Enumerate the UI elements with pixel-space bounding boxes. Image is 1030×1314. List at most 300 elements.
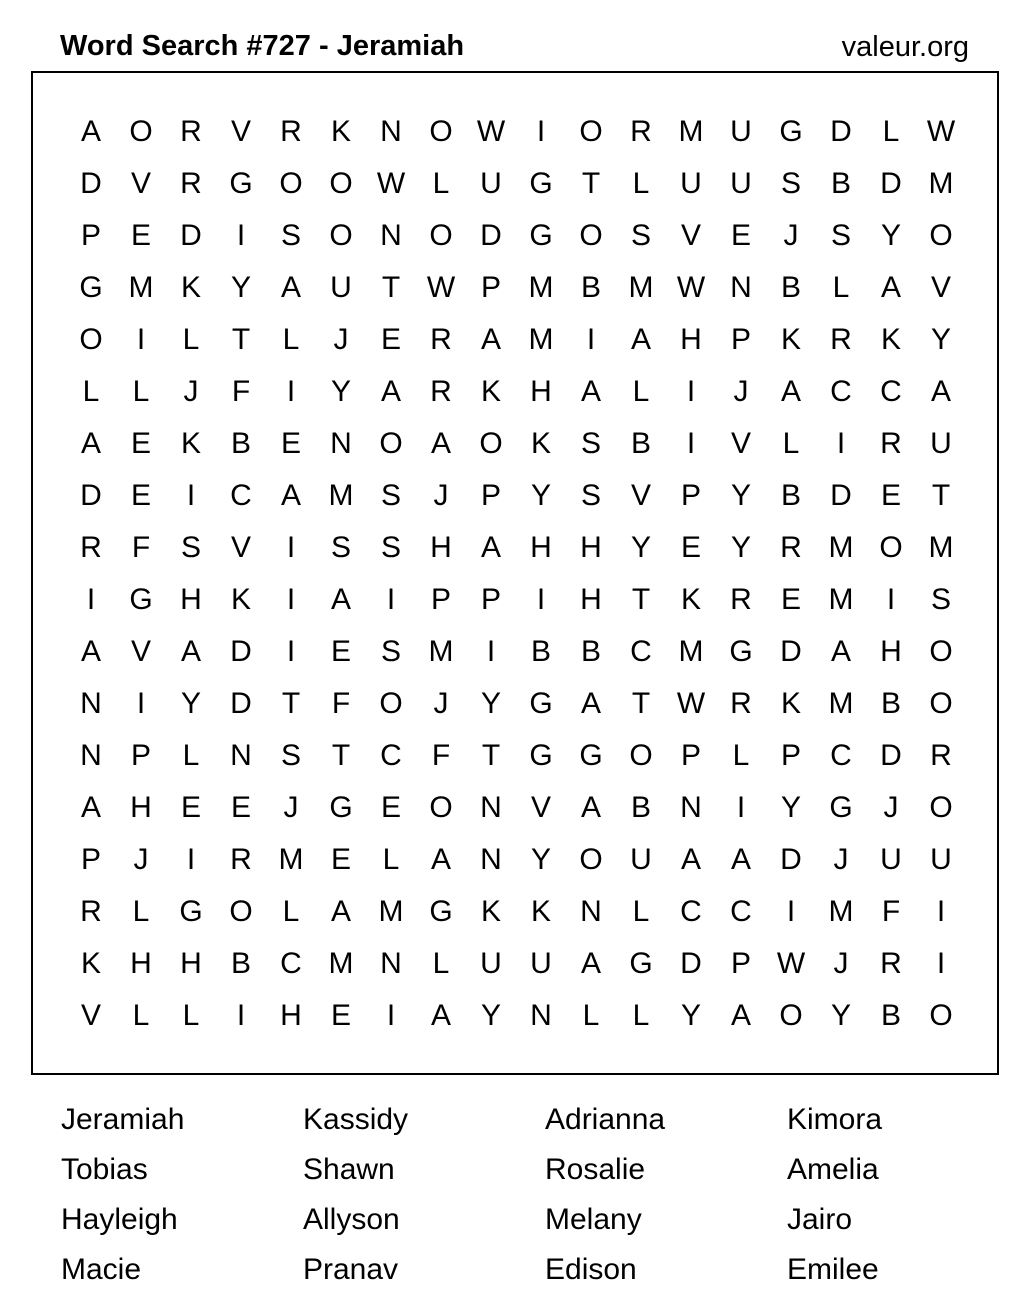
grid-letter: D — [830, 479, 852, 512]
grid-letter: P — [730, 947, 751, 980]
grid-letter: T — [931, 479, 951, 512]
grid-letter: D — [830, 115, 852, 148]
grid-letter: U — [730, 115, 752, 148]
grid-letter: S — [630, 219, 651, 252]
grid-letter: W — [776, 947, 806, 980]
word-list-item: Hayleigh — [61, 1203, 178, 1236]
grid-letter: S — [330, 531, 351, 564]
grid-letter: J — [333, 323, 349, 356]
grid-letter: Y — [780, 791, 801, 824]
grid-letter: G — [729, 635, 753, 668]
grid-letter: G — [179, 895, 203, 928]
grid-letter: P — [480, 479, 501, 512]
grid-letter: L — [132, 999, 150, 1032]
grid-letter: K — [880, 323, 901, 356]
grid-letter: O — [379, 687, 403, 720]
grid-letter: S — [180, 531, 201, 564]
grid-letter: E — [780, 583, 801, 616]
word-list-item: Kimora — [787, 1103, 883, 1136]
grid-letter: B — [530, 635, 551, 668]
grid-letter: K — [530, 427, 551, 460]
grid-letter: M — [928, 167, 954, 200]
grid-letter: I — [736, 791, 746, 824]
grid-letter: K — [180, 271, 201, 304]
grid-letter: M — [328, 947, 354, 980]
grid-letter: B — [580, 271, 601, 304]
grid-letter: O — [579, 219, 603, 252]
grid-letter: H — [580, 583, 602, 616]
grid-letter: I — [186, 843, 196, 876]
grid-letter: N — [480, 791, 502, 824]
grid-letter: E — [680, 531, 701, 564]
grid-letter: U — [480, 947, 502, 980]
grid-letter: D — [880, 739, 902, 772]
grid-letter: I — [186, 479, 196, 512]
word-list-item: Tobias — [61, 1153, 148, 1186]
grid-letter: W — [426, 271, 456, 304]
grid-letter: E — [330, 635, 351, 668]
grid-letter: M — [828, 895, 854, 928]
grid-letter: L — [632, 895, 650, 928]
grid-letter: V — [230, 115, 251, 148]
grid-letter: O — [79, 323, 103, 356]
grid-letter: N — [230, 739, 252, 772]
grid-letter: L — [782, 427, 800, 460]
grid-letter: K — [780, 687, 801, 720]
grid-letter: R — [780, 531, 802, 564]
grid-letter: G — [529, 219, 553, 252]
grid-letter: I — [686, 427, 696, 460]
grid-letter: T — [381, 271, 401, 304]
grid-letter: G — [429, 895, 453, 928]
grid-letter: L — [182, 999, 200, 1032]
grid-letter: R — [80, 895, 102, 928]
grid-letter: B — [230, 947, 251, 980]
grid-letter: J — [783, 219, 799, 252]
grid-letter: I — [686, 375, 696, 408]
grid-letter: A — [730, 999, 751, 1032]
grid-letter: H — [280, 999, 302, 1032]
grid-letter: O — [629, 739, 653, 772]
grid-letter: O — [929, 999, 953, 1032]
grid-letter: H — [180, 947, 202, 980]
grid-letter: M — [828, 583, 854, 616]
grid-letter: A — [330, 895, 351, 928]
grid-letter: I — [486, 635, 496, 668]
grid-letter: B — [780, 271, 801, 304]
grid-letter: V — [230, 531, 251, 564]
grid-letter: K — [780, 323, 801, 356]
grid-letter: N — [530, 999, 552, 1032]
grid-letter: K — [480, 895, 501, 928]
grid-letter: F — [331, 687, 351, 720]
grid-letter: A — [480, 323, 501, 356]
grid-letter: O — [929, 791, 953, 824]
grid-letter: O — [879, 531, 903, 564]
grid-letter: S — [280, 739, 301, 772]
grid-letter: R — [230, 843, 252, 876]
grid-letter: D — [80, 479, 102, 512]
grid-letter: N — [480, 843, 502, 876]
grid-letter: A — [280, 271, 301, 304]
grid-letter: R — [630, 115, 652, 148]
grid-letter: C — [380, 739, 402, 772]
grid-letter: G — [79, 271, 103, 304]
grid-letter: A — [430, 427, 451, 460]
grid-letter: G — [129, 583, 153, 616]
grid-letter: V — [130, 635, 151, 668]
grid-letter: U — [530, 947, 552, 980]
grid-letter: O — [779, 999, 803, 1032]
grid-letter: P — [730, 323, 751, 356]
grid-letter: E — [380, 323, 401, 356]
grid-letter: I — [536, 115, 546, 148]
grid-letter: O — [129, 115, 153, 148]
grid-letter: A — [80, 115, 101, 148]
grid-letter: T — [281, 687, 301, 720]
grid-letter: E — [280, 427, 301, 460]
grid-letter: D — [780, 635, 802, 668]
page-title: Word Search #727 - Jeramiah — [60, 30, 465, 62]
word-list-item: Amelia — [787, 1153, 879, 1186]
grid-letter: M — [828, 531, 854, 564]
grid-letter: V — [530, 791, 551, 824]
word-list-item: Jeramiah — [61, 1103, 185, 1136]
grid-letter: J — [133, 843, 149, 876]
grid-letter: I — [886, 583, 896, 616]
grid-letter: O — [279, 167, 303, 200]
grid-letter: J — [433, 687, 449, 720]
grid-letter: V — [80, 999, 101, 1032]
grid-letter: M — [278, 843, 304, 876]
grid-letter: I — [386, 583, 396, 616]
grid-letter: A — [880, 271, 901, 304]
grid-letter: I — [286, 635, 296, 668]
grid-letter: R — [180, 115, 202, 148]
grid-letter: H — [580, 531, 602, 564]
grid-letter: V — [630, 479, 651, 512]
grid-letter: V — [730, 427, 751, 460]
grid-letter: M — [828, 687, 854, 720]
grid-letter: T — [481, 739, 501, 772]
grid-letter: S — [930, 583, 951, 616]
grid-letter: R — [880, 427, 902, 460]
grid-letter: A — [580, 687, 601, 720]
grid-letter: H — [530, 375, 552, 408]
grid-letter: M — [378, 895, 404, 928]
grid-letter: E — [330, 843, 351, 876]
grid-letter: G — [629, 947, 653, 980]
grid-letter: L — [632, 375, 650, 408]
grid-letter: N — [80, 687, 102, 720]
grid-letter: W — [926, 115, 956, 148]
grid-letter: K — [480, 375, 501, 408]
grid-letter: L — [832, 271, 850, 304]
grid-letter: S — [830, 219, 851, 252]
grid-letter: K — [530, 895, 551, 928]
grid-letter: Y — [630, 531, 651, 564]
grid-letter: I — [586, 323, 596, 356]
grid-letter: I — [236, 999, 246, 1032]
grid-letter: O — [479, 427, 503, 460]
grid-letter: S — [580, 427, 601, 460]
grid-letter: J — [833, 947, 849, 980]
grid-letter: C — [630, 635, 652, 668]
grid-letter: C — [230, 479, 252, 512]
grid-letter: L — [382, 843, 400, 876]
grid-letter: I — [386, 999, 396, 1032]
grid-letter: L — [632, 999, 650, 1032]
grid-letter: D — [880, 167, 902, 200]
grid-letter: H — [130, 791, 152, 824]
grid-letter: D — [180, 219, 202, 252]
grid-letter: D — [480, 219, 502, 252]
grid-letter: R — [930, 739, 952, 772]
grid-letter: G — [829, 791, 853, 824]
grid-letter: A — [580, 375, 601, 408]
grid-letter: M — [628, 271, 654, 304]
grid-letter: U — [630, 843, 652, 876]
grid-letter: M — [528, 271, 554, 304]
grid-letter: H — [430, 531, 452, 564]
grid-letter: R — [730, 583, 752, 616]
grid-letter: K — [680, 583, 701, 616]
grid-letter: N — [330, 427, 352, 460]
grid-letter: G — [779, 115, 803, 148]
grid-letter: S — [380, 531, 401, 564]
grid-letter: I — [286, 583, 296, 616]
grid-letter: I — [836, 427, 846, 460]
grid-letter: A — [80, 791, 101, 824]
grid-letter: S — [780, 167, 801, 200]
grid-letter: W — [476, 115, 506, 148]
grid-letter: N — [680, 791, 702, 824]
grid-letter: I — [136, 323, 146, 356]
grid-letter: D — [780, 843, 802, 876]
grid-letter: C — [730, 895, 752, 928]
grid-letter: N — [80, 739, 102, 772]
grid-letter: P — [430, 583, 451, 616]
grid-letter: W — [676, 687, 706, 720]
word-list-item: Macie — [61, 1253, 142, 1286]
grid-letter: C — [830, 375, 852, 408]
grid-letter: J — [433, 479, 449, 512]
grid-letter: A — [730, 843, 751, 876]
grid-letter: T — [331, 739, 351, 772]
grid-letter: L — [132, 895, 150, 928]
grid-letter: P — [130, 739, 151, 772]
grid-letter: A — [280, 479, 301, 512]
grid-letter: A — [80, 427, 101, 460]
grid-letter: E — [180, 791, 201, 824]
grid-letter: U — [330, 271, 352, 304]
grid-letter: E — [880, 479, 901, 512]
grid-letter: K — [180, 427, 201, 460]
word-list-item: Jairo — [787, 1203, 853, 1236]
grid-letter: H — [130, 947, 152, 980]
grid-letter: C — [880, 375, 902, 408]
grid-letter: R — [80, 531, 102, 564]
grid-letter: S — [280, 219, 301, 252]
grid-letter: G — [529, 167, 553, 200]
grid-letter: G — [529, 687, 553, 720]
grid-letter: E — [130, 479, 151, 512]
grid-letter: R — [430, 375, 452, 408]
grid-letter: A — [830, 635, 851, 668]
word-list-item: Melany — [545, 1203, 642, 1236]
word-list-item: Edison — [545, 1253, 637, 1286]
grid-letter: E — [730, 219, 751, 252]
grid-letter: A — [580, 947, 601, 980]
grid-letter: F — [431, 739, 451, 772]
grid-letter: U — [930, 843, 952, 876]
grid-letter: L — [282, 323, 300, 356]
grid-letter: M — [328, 479, 354, 512]
grid-letter: B — [880, 999, 901, 1032]
grid-letter: P — [80, 843, 101, 876]
grid-letter: L — [82, 375, 100, 408]
grid-letter: B — [230, 427, 251, 460]
grid-letter: L — [182, 739, 200, 772]
grid-letter: U — [880, 843, 902, 876]
grid-letter: U — [680, 167, 702, 200]
grid-letter: R — [830, 323, 852, 356]
grid-letter: O — [379, 427, 403, 460]
grid-letter: T — [581, 167, 601, 200]
grid-letter: O — [229, 895, 253, 928]
grid-letter: P — [480, 583, 501, 616]
grid-letter: Y — [730, 531, 751, 564]
grid-letter: W — [676, 271, 706, 304]
grid-letter: O — [329, 167, 353, 200]
grid-letter: J — [833, 843, 849, 876]
grid-letter: Y — [180, 687, 201, 720]
puzzle-frame — [31, 71, 999, 1075]
grid-letter: D — [230, 687, 252, 720]
grid-letter: N — [380, 947, 402, 980]
grid-letter: D — [680, 947, 702, 980]
site-name: valeur.org — [841, 31, 969, 63]
grid-letter: A — [180, 635, 201, 668]
grid-letter: E — [130, 427, 151, 460]
grid-letter: Y — [480, 687, 501, 720]
grid-letter: T — [231, 323, 251, 356]
grid-letter: J — [283, 791, 299, 824]
grid-letter: Y — [530, 479, 551, 512]
grid-letter: E — [130, 219, 151, 252]
grid-letter: H — [680, 323, 702, 356]
grid-letter: V — [930, 271, 951, 304]
grid-letter: A — [430, 999, 451, 1032]
grid-letter: M — [128, 271, 154, 304]
grid-letter: B — [580, 635, 601, 668]
grid-letter: Y — [930, 323, 951, 356]
grid-letter: O — [579, 843, 603, 876]
grid-letter: L — [132, 375, 150, 408]
grid-letter: M — [928, 531, 954, 564]
grid-letter: R — [730, 687, 752, 720]
grid-letter: N — [380, 115, 402, 148]
grid-letter: H — [530, 531, 552, 564]
grid-letter: E — [230, 791, 251, 824]
grid-letter: N — [730, 271, 752, 304]
word-list-item: Kassidy — [303, 1103, 409, 1136]
grid-letter: A — [780, 375, 801, 408]
grid-letter: B — [880, 687, 901, 720]
grid-letter: P — [480, 271, 501, 304]
grid-letter: A — [80, 635, 101, 668]
grid-letter: V — [130, 167, 151, 200]
grid-letter: S — [380, 479, 401, 512]
grid-letter: B — [630, 427, 651, 460]
grid-letter: L — [282, 895, 300, 928]
word-list-item: Allyson — [303, 1203, 400, 1236]
grid-letter: Y — [530, 843, 551, 876]
word-list-item: Emilee — [787, 1253, 879, 1286]
grid-letter: K — [80, 947, 101, 980]
grid-letter: P — [780, 739, 801, 772]
grid-letter: O — [579, 115, 603, 148]
grid-letter: P — [680, 479, 701, 512]
grid-letter: L — [182, 323, 200, 356]
grid-letter: G — [529, 739, 553, 772]
grid-letter: U — [480, 167, 502, 200]
grid-letter: I — [936, 895, 946, 928]
grid-letter: F — [231, 375, 251, 408]
grid-letter: A — [480, 531, 501, 564]
grid-letter: R — [180, 167, 202, 200]
grid-letter: I — [86, 583, 96, 616]
grid-letter: O — [929, 687, 953, 720]
grid-letter: L — [432, 947, 450, 980]
grid-letter: P — [680, 739, 701, 772]
grid-letter: J — [183, 375, 199, 408]
grid-letter: I — [236, 219, 246, 252]
letter-grid — [66, 106, 966, 1042]
grid-letter: E — [380, 791, 401, 824]
grid-letter: Y — [330, 375, 351, 408]
grid-letter: U — [730, 167, 752, 200]
grid-letter: A — [330, 583, 351, 616]
grid-letter: O — [329, 219, 353, 252]
grid-letter: D — [80, 167, 102, 200]
grid-letter: A — [930, 375, 951, 408]
grid-letter: V — [680, 219, 701, 252]
grid-letter: S — [580, 479, 601, 512]
word-list-item: Shawn — [303, 1153, 395, 1186]
grid-letter: M — [678, 635, 704, 668]
grid-letter: I — [136, 687, 146, 720]
grid-letter: L — [632, 167, 650, 200]
grid-letter: J — [883, 791, 899, 824]
grid-letter: A — [430, 843, 451, 876]
grid-letter: N — [580, 895, 602, 928]
grid-letter: L — [582, 999, 600, 1032]
word-list-item: Pranav — [303, 1253, 399, 1286]
grid-letter: A — [680, 843, 701, 876]
grid-letter: O — [429, 115, 453, 148]
grid-letter: B — [830, 167, 851, 200]
grid-letter: K — [230, 583, 251, 616]
grid-letter: H — [880, 635, 902, 668]
grid-letter: A — [580, 791, 601, 824]
grid-letter: R — [280, 115, 302, 148]
grid-letter: J — [733, 375, 749, 408]
grid-letter: B — [630, 791, 651, 824]
grid-letter: C — [830, 739, 852, 772]
word-list — [61, 1100, 1029, 1300]
grid-letter: O — [429, 791, 453, 824]
